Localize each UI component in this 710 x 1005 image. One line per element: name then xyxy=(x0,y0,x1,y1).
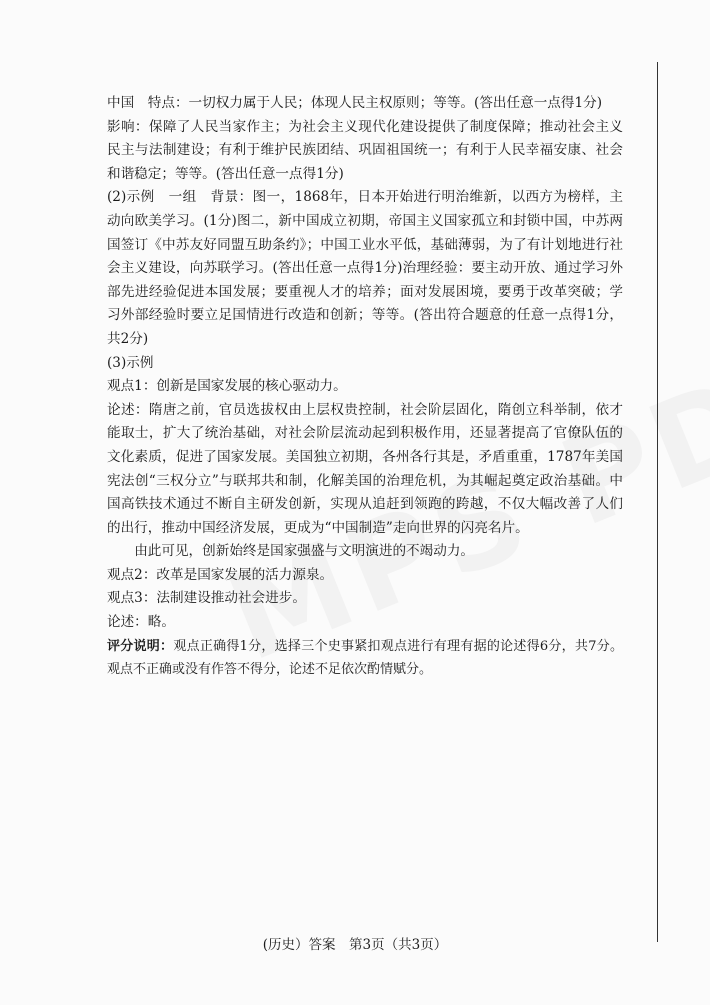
paragraph-viewpoint-3: 观点3：法制建设推动社会进步。 xyxy=(107,590,306,607)
paragraph-argument-1: 论述：隋唐之前，官员选拔权由上层权贵控制，社会阶层固化，隋创立科举制，依才能取士，扩大了统治基础，对社会阶层流动起到积极作用，还显著提高了官僚队伍的文化素质，促进了国家发展。美国独立初期，各州各行其是，矛盾重重，1787年美国宪法创“三权分立”与联邦共和制，化解美国的治理危机，为其崛起奠定政治基础。中国高铁技术通过不断自主研发创新，实现从追赶到领跑的跨越，不仅大幅改善了人们的出行，推动中国经济发展，更成为“中国制造”走向世界的闪亮名片。 xyxy=(107,401,623,536)
scoring-label: 评分说明： xyxy=(107,638,174,654)
paragraph-viewpoint-2: 观点2：改革是国家发展的活力源泉。 xyxy=(107,566,334,583)
scoring-note xyxy=(107,635,623,681)
margin-line xyxy=(657,62,658,942)
paragraph-viewpoint-1: 观点1：创新是国家发展的核心驱动力。 xyxy=(107,378,347,395)
page-footer: (历史）答案 第3页（共3页） xyxy=(262,937,448,953)
paragraph-argument-omitted: 论述：略。 xyxy=(107,614,175,631)
paragraph-conclusion: 由此可见，创新始终是国家强盛与文明演进的不竭动力。 xyxy=(134,543,475,560)
answer-content xyxy=(107,92,623,681)
paragraph-q2-example: (2)示例 一组 背景：图一，1868年，日本开始进行明治维新，以西方为榜样，主动向欧美学习。(1分)图二，新中国成立初期，帝国主义国家孤立和封锁中国，中苏两国签订《中苏友好同盟互助条约》；中国工业水平低，基础薄弱，为了有计划地进行社会主义建设，向苏联学习。(答出任意一点得1分)治理经验：要主动开放、通过学习外部先进经验促进本国发展；要重视人才的培养；面对发展困境，要勇于改革突破；学习外部经验时要立足国情进行改造和创新；等等。(答出符合题意的任意一点得1分，共2分) xyxy=(107,189,623,347)
paragraph-influence: 影响：保障了人民当家作主；为社会主义现代化建设提供了制度保障；推动社会主义民主与法制建设；有利于维护民族团结、巩固祖国统一；有利于人民幸福安康、社会和谐稳定；等等。(答出任意一点得1分) xyxy=(107,118,623,182)
paragraph-q3-heading: (3)示例 xyxy=(107,354,154,371)
paragraph-china-features: 中国 特点：一切权力属于人民；体现人民主权原则；等等。(答出任意一点得1分) xyxy=(107,95,603,111)
scoring-text: 观点正确得1分，选择三个史事紧扣观点进行有理有据的论述得6分，共7分。观点不正确或没有作答不得分，论述不足依次酌情赋分。 xyxy=(107,638,623,677)
